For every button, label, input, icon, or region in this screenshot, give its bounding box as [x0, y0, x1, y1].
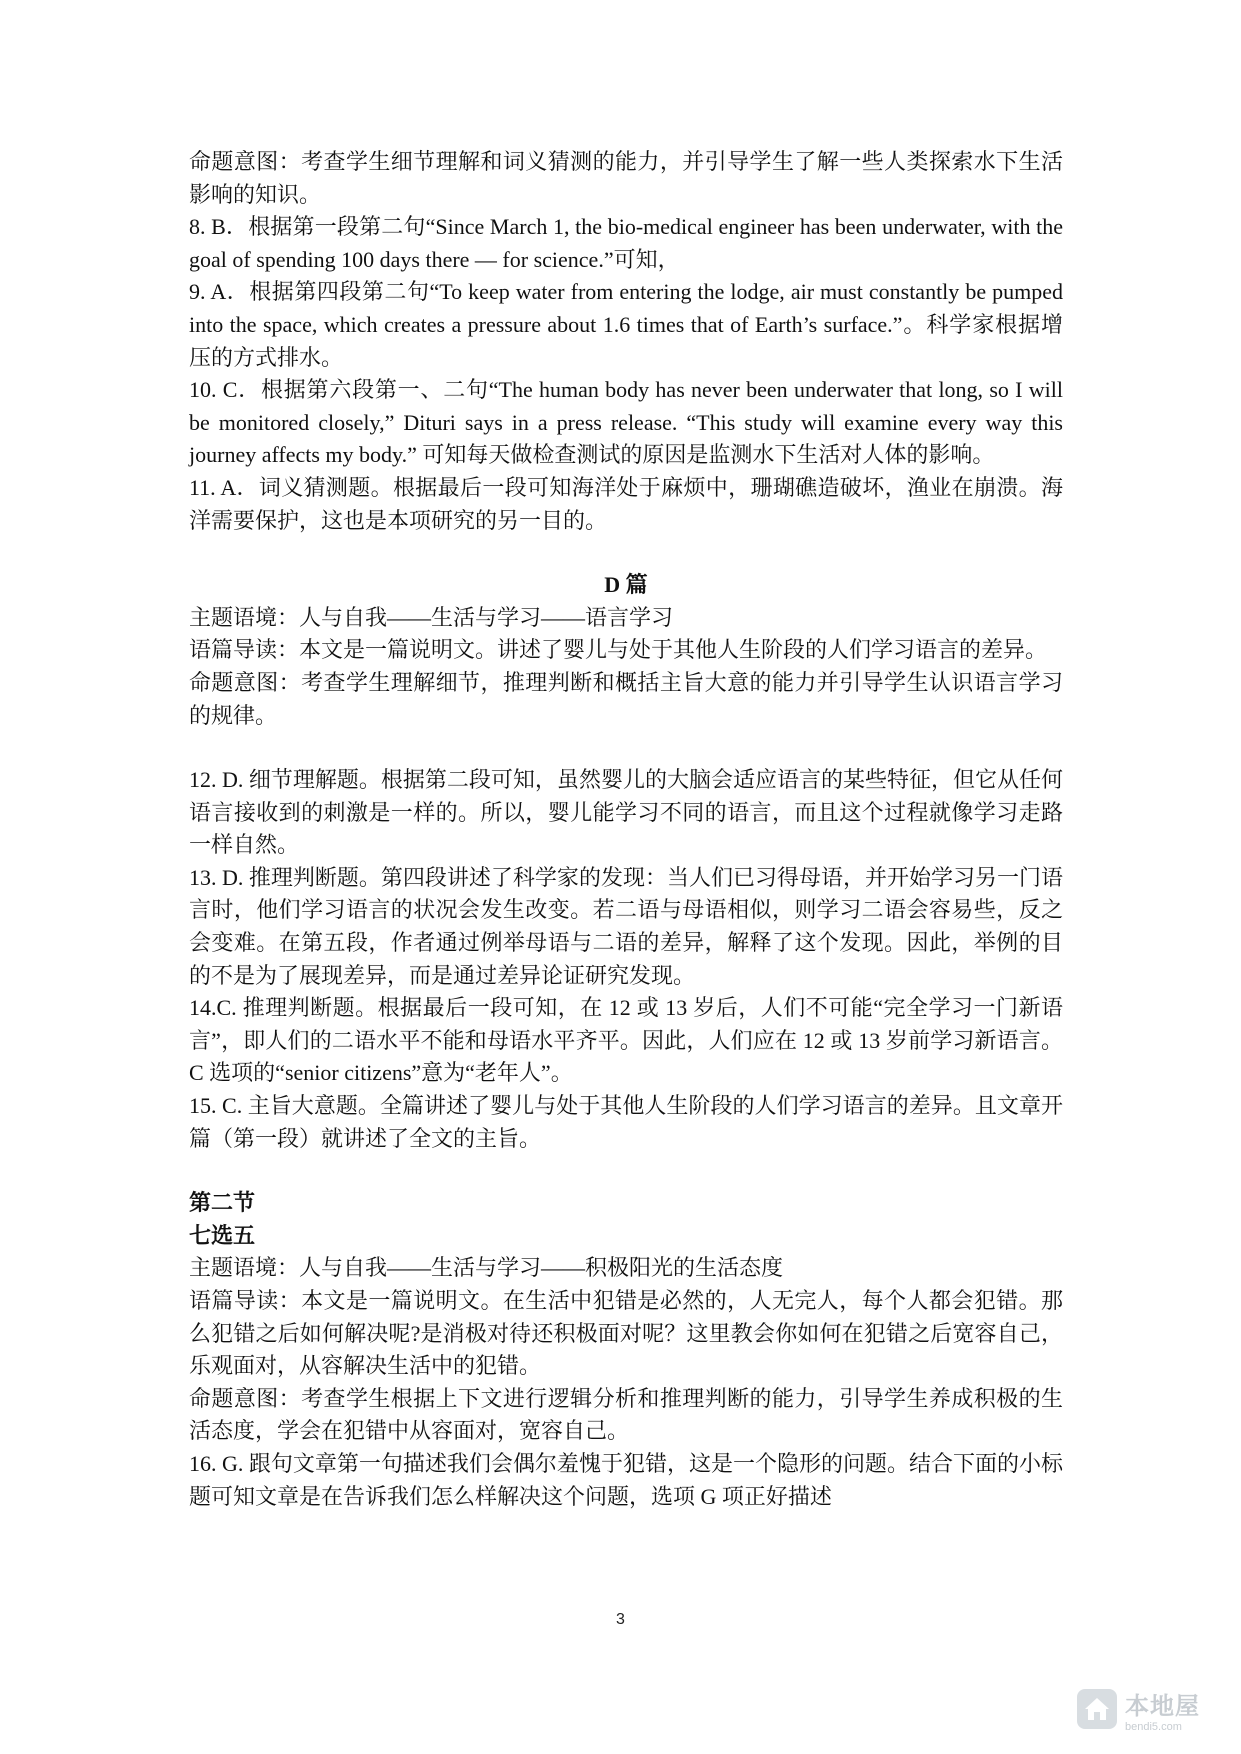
- answer-12: 12. D. 细节理解题。根据第二段可知，虽然婴儿的大脑会适应语言的某些特征，但它从任何语言接收到的刺激是一样的。所以，婴儿能学习不同的语言，而且这个过程就像学习走路一样自然。: [189, 767, 1063, 858]
- section-two-intent: 命题意图：考查学生根据上下文进行逻辑分析和推理判断的能力，引导学生养成积极的生活态度，学会在犯错中从容面对，宽容自己。: [189, 1385, 1063, 1444]
- section-two-heading: 第二节: [189, 1190, 256, 1216]
- paragraph-intent-c: 命题意图：考查学生细节理解和词义猜测的能力，并引导学生了解一些人类探索水下生活影响的知识。: [189, 149, 1063, 207]
- section-two-subheading: 七选五: [189, 1222, 256, 1248]
- watermark-url: bendi5.com: [1125, 1720, 1182, 1733]
- answer-10: 10. C．根据第六段第一、二句“The human body has never been underwater that long, so I will be monitored closely,” Dituri says in a press release. “This study will examine every way this journey affects my body.” 可知每天做检查测试的原因是监测水下生活对人体的影响。: [189, 377, 1069, 468]
- section-d-theme: 主题语境：人与自我——生活与学习——语言学习: [189, 604, 674, 630]
- section-d-intent: 命题意图：考查学生理解细节，推理判断和概括主旨大意的能力并引导学生认识语言学习的规律。: [189, 669, 1063, 728]
- watermark-title: 本地屋: [1125, 1692, 1200, 1720]
- answer-14: 14.C. 推理判断题。根据最后一段可知，在 12 或 13 岁后，人们不可能“完全学习一门新语言”，即人们的二语水平不能和母语水平齐平。因此，人们应在 12 或 13 岁前学习新语言。C 选项的“senior citizens”意为“老年人”。: [189, 995, 1063, 1086]
- answer-13: 13. D. 推理判断题。第四段讲述了科学家的发现：当人们已习得母语，并开始学习另一门语言时，他们学习语言的状况会发生改变。若二语与母语相似，则学习二语会容易些，反之会变难。在第五段，作者通过例举母语与二语的差异，解释了这个发现。因此，举例的目的不是为了展现差异，而是通过差异论证研究发现。: [189, 864, 1063, 988]
- watermark: [1075, 1680, 1205, 1738]
- section-two-theme: 主题语境：人与自我——生活与学习——积极阳光的生活态度: [189, 1255, 784, 1281]
- spacer: [189, 537, 1063, 569]
- page-number: 3: [616, 1611, 625, 1628]
- answer-16: 16. G. 跟句文章第一句描述我们会偶尔羞愧于犯错，这是一个隐形的问题。结合下面的小标题可知文章是在告诉我们怎么样解决这个问题，选项 G 项正好描述: [189, 1450, 1063, 1509]
- section-d-heading: D 篇: [604, 572, 648, 598]
- spacer: [189, 732, 1063, 764]
- answer-11: 11. A．词义猜测题。根据最后一段可知海洋处于麻烦中，珊瑚礁造破坏，渔业在崩溃。海洋需要保护，这也是本项研究的另一目的。: [189, 474, 1063, 533]
- section-d-guide: 语篇导读：本文是一篇说明文。讲述了婴儿与处于其他人生阶段的人们学习语言的差异。: [189, 637, 1048, 663]
- section-two-guide: 语篇导读：本文是一篇说明文。在生活中犯错是必然的，人无完人，每个人都会犯错。那么犯错之后如何解决呢?是消极对待还积极面对呢？这里教会你如何在犯错之后宽容自己，乐观面对，从容解决生活中的犯错。: [189, 1288, 1063, 1379]
- spacer: [189, 1155, 1063, 1187]
- document-body: [189, 146, 1069, 1513]
- answer-9: 9. A．根据第四段第二句“To keep water from entering the lodge, air must constantly be pumped into the space, which creates a pressure about 1.6 times that of Earth’s surface.”。科学家根据增压的方式排水。: [189, 279, 1069, 370]
- house-icon: [1075, 1687, 1119, 1731]
- answer-15: 15. C. 主旨大意题。全篇讲述了婴儿与处于其他人生阶段的人们学习语言的差异。且文章开篇（第一段）就讲述了全文的主旨。: [189, 1093, 1063, 1151]
- answer-8: 8. B．根据第一段第二句“Since March 1, the bio-medical engineer has been underwater, with the goal of spending 100 days there — for science.”可知，: [189, 214, 1069, 272]
